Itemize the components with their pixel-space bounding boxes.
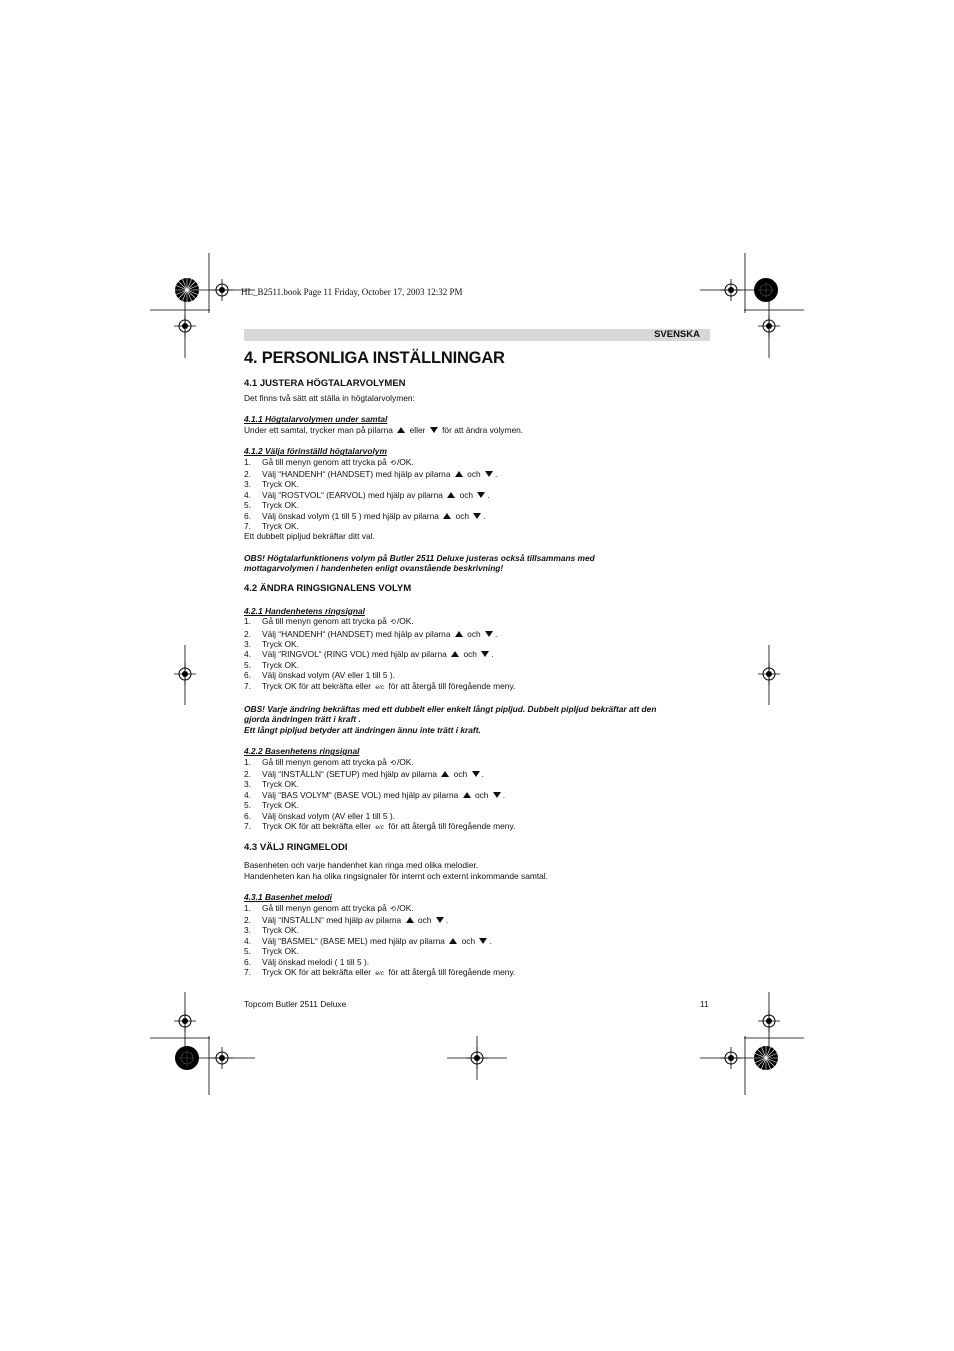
list-item <box>244 790 710 800</box>
text: /OK. <box>396 756 414 767</box>
text: och <box>467 469 481 480</box>
step-number: 3. <box>244 479 251 490</box>
language-bar <box>244 329 710 341</box>
list-item <box>244 660 710 670</box>
text: . <box>481 768 484 779</box>
text: Tryck OK. <box>262 638 299 649</box>
list-item <box>244 469 710 479</box>
arrow-down-icon <box>436 917 444 923</box>
step-number: 6. <box>244 956 251 967</box>
step-number: 5. <box>244 946 251 957</box>
step-number: 3. <box>244 925 251 936</box>
arrow-up-icon <box>451 651 459 657</box>
text: Välj “RINGVOL“ (RING VOL) med hjälp av pilarna <box>262 649 447 660</box>
text: Tryck OK för att bekräfta eller <box>262 967 372 978</box>
step-number: 7. <box>244 521 251 532</box>
text: Välj önskad volym (1 till 5 ) med hjälp av pilarna <box>262 510 439 521</box>
text: Välj “HANDENH“ (HANDSET) med hjälp av pilarna <box>262 469 451 480</box>
esc-key-icon: e/c <box>375 683 385 691</box>
note: gjorda ändringen trätt i kraft . <box>244 714 361 725</box>
arrow-up-icon <box>441 771 449 777</box>
step-number: 2. <box>244 768 251 779</box>
list-item <box>244 915 710 925</box>
arrow-down-icon <box>485 471 493 477</box>
paragraph: Det finns två sätt att ställa in högtalarvolymen: <box>244 393 415 403</box>
text: . <box>495 469 498 480</box>
print-header: HL_B2511.book Page 11 Friday, October 17, 2003 12:32 PM <box>241 287 463 297</box>
text: Gå till menyn genom att trycka på <box>262 756 387 767</box>
step-number: 2. <box>244 628 251 639</box>
text: Tryck OK. <box>262 800 299 811</box>
arrow-up-icon <box>463 792 471 798</box>
step-number: 6. <box>244 670 251 681</box>
menu-key-icon: ⟲ <box>390 619 396 627</box>
text: Välj önskad melodi ( 1 till 5 ). <box>262 956 370 967</box>
step-number: 7. <box>244 680 251 691</box>
list-item <box>244 769 710 779</box>
text: Tryck OK. <box>262 779 299 790</box>
list-item <box>244 500 710 510</box>
step-number: 4. <box>244 649 251 660</box>
list-item <box>244 903 710 915</box>
footer-product-name: Topcom Butler 2511 Deluxe <box>244 999 347 1009</box>
arrow-up-icon <box>455 631 463 637</box>
list-item <box>244 811 710 821</box>
arrow-down-icon <box>479 938 487 944</box>
text: . <box>502 789 506 800</box>
subsection-heading: 4.2.1 Handenhetens ringsignal <box>244 605 366 616</box>
step-number: 7. <box>244 967 251 978</box>
page-number: 11 <box>700 999 709 1009</box>
arrow-up-icon <box>449 938 457 944</box>
esc-key-icon: e/c <box>375 824 385 831</box>
arrow-down-icon <box>477 492 485 498</box>
text: och <box>463 649 477 660</box>
esc-key-icon: e/c <box>375 970 385 978</box>
step-number: 4. <box>244 935 251 946</box>
list-item <box>244 670 710 680</box>
text: /OK. <box>396 616 414 627</box>
step-number: 1. <box>244 756 251 767</box>
subsection-heading: 4.3.1 Basenhet melodi <box>244 892 332 903</box>
step-number: 1. <box>244 456 251 467</box>
steps-list <box>244 903 710 980</box>
text: Välj “BAS VOLYM“ (BASE VOL) med hjälp av pilarna <box>262 789 459 800</box>
list-item <box>244 936 710 946</box>
text: Välj “ROSTVOL“ (EARVOL) med hjälp av pilarna <box>262 489 443 500</box>
text: . <box>491 649 494 660</box>
arrow-up-icon <box>455 471 463 477</box>
subsection-heading: 4.1.2 Välja förinställd högtalarvolym <box>244 446 387 457</box>
step-number: 2. <box>244 915 251 926</box>
text: Tryck OK. <box>262 659 299 670</box>
steps-list <box>244 757 710 834</box>
step-number: 4. <box>244 489 251 500</box>
list-item <box>244 681 710 693</box>
paragraph <box>244 425 710 435</box>
step-number: 6. <box>244 810 251 821</box>
list-item <box>244 457 710 469</box>
page-title: 4. PERSONLIGA INSTÄLLNINGAR <box>244 349 505 367</box>
menu-key-icon: ⟲ <box>390 905 396 913</box>
text: . <box>445 915 449 926</box>
text: för att ändra volymen. <box>442 424 524 435</box>
note: OBS! Varje ändring bekräftas med ett dubbelt eller enkelt långt pipljud. Dubbelt pipljud bekräftar att den <box>244 703 657 714</box>
list-item <box>244 521 710 531</box>
arrow-down-icon <box>430 427 438 433</box>
list-item <box>244 946 710 956</box>
text: Tryck OK. <box>262 925 299 936</box>
text: /OK. <box>396 456 414 467</box>
text: Gå till menyn genom att trycka på <box>262 456 387 467</box>
text: och <box>459 489 474 500</box>
arrow-up-icon <box>447 492 455 498</box>
step-number: 1. <box>244 616 251 627</box>
subsection-heading: 4.1.1 Högtalarvolymen under samtal <box>244 414 388 425</box>
paragraph: Ett dubbelt pipljud bekräftar ditt val. <box>244 531 375 542</box>
step-number: 3. <box>244 779 251 790</box>
list-item <box>244 821 710 833</box>
text: för att återgå till föregående meny. <box>388 821 516 831</box>
section-heading: 4.2 ÄNDRA RINGSIGNALENS VOLYM <box>244 582 412 594</box>
list-item <box>244 616 710 628</box>
subsection-heading: 4.2.2 Basenhetens ringsignal <box>244 746 360 757</box>
text: Tryck OK. <box>262 500 299 511</box>
step-number: 2. <box>244 469 251 480</box>
text: för att återgå till föregående meny. <box>388 967 516 978</box>
text: /OK. <box>396 902 414 913</box>
language-label: SVENSKA <box>654 329 700 340</box>
text: och <box>453 768 468 779</box>
list-item <box>244 957 710 967</box>
text: Tryck OK. <box>262 479 299 490</box>
text: Tryck OK för att bekräfta eller <box>262 821 372 831</box>
list-item <box>244 925 710 935</box>
section-heading: 4.1 JUSTERA HÖGTALARVOLYMEN <box>244 378 406 389</box>
section-heading: 4.3 VÄLJ RINGMELODI <box>244 842 348 854</box>
text: Välj önskad volym (AV eller 1 till 5 ). <box>262 670 395 681</box>
text: Välj önskad volym (AV eller 1 till 5 ). <box>262 810 395 821</box>
menu-key-icon: ⟲ <box>390 759 396 767</box>
arrow-down-icon <box>493 792 501 798</box>
step-number: 7. <box>244 821 251 831</box>
arrow-up-icon <box>443 513 451 519</box>
paragraph: Basenheten och varje handenhet kan ringa med olika melodier. <box>244 860 479 871</box>
text: . <box>487 489 490 500</box>
page-content <box>244 347 710 979</box>
note: mottagarvolymen i handenheten enligt ovanstående beskrivning! <box>244 563 504 574</box>
step-number: 5. <box>244 800 251 811</box>
note: Ett långt pipljud betyder att ändringen ännu inte trätt i kraft. <box>244 724 481 735</box>
text: Välj “BASMEL“ (BASE MEL) med hjälp av pilarna <box>262 935 445 946</box>
arrow-down-icon <box>481 651 489 657</box>
step-number: 4. <box>244 789 251 800</box>
arrow-down-icon <box>473 513 481 519</box>
paragraph: Handenheten kan ha olika ringsignaler för internt och externt inkommande samtal. <box>244 870 548 881</box>
text: och <box>474 789 489 800</box>
menu-key-icon: ⟲ <box>390 459 396 467</box>
text: Välj “INSTÄLLN“ (SETUP) med hjälp av pilarna <box>262 768 438 779</box>
text: Välj “INSTÄLLN“ med hjälp av pilarna <box>262 915 402 926</box>
steps-list <box>244 457 710 532</box>
list-item <box>244 511 710 521</box>
list-item <box>244 649 710 659</box>
text: Tryck OK. <box>262 946 299 957</box>
step-number: 1. <box>244 902 251 913</box>
text: eller <box>409 424 426 435</box>
text: Välj “HANDENH“ (HANDSET) med hjälp av pilarna <box>262 628 451 639</box>
list-item <box>244 779 710 789</box>
list-item <box>244 490 710 500</box>
list-item <box>244 479 710 489</box>
text: Gå till menyn genom att trycka på <box>262 902 387 913</box>
list-item <box>244 629 710 639</box>
step-number: 5. <box>244 659 251 670</box>
steps-list <box>244 616 710 693</box>
arrow-down-icon <box>485 631 493 637</box>
note: OBS! Högtalarfunktionens volym på Butler 2511 Deluxe justeras också tillsammans med <box>244 552 595 563</box>
list-item <box>244 757 710 769</box>
text: . <box>495 628 498 639</box>
text: för att återgå till föregående meny. <box>388 680 516 691</box>
text: och <box>455 510 470 521</box>
text: Under ett samtal, trycker man på pilarna <box>244 424 393 435</box>
step-number: 6. <box>244 510 251 521</box>
arrow-up-icon <box>406 917 414 923</box>
text: Tryck OK. <box>262 521 299 532</box>
step-number: 3. <box>244 638 251 649</box>
text: och <box>461 935 476 946</box>
text: Gå till menyn genom att trycka på <box>262 616 387 627</box>
text: och <box>417 915 432 926</box>
list-item <box>244 967 710 979</box>
step-number: 5. <box>244 500 251 511</box>
arrow-down-icon <box>472 771 480 777</box>
text: och <box>467 628 481 639</box>
list-item <box>244 800 710 810</box>
text: . <box>489 935 492 946</box>
text: Tryck OK för att bekräfta eller <box>262 680 372 691</box>
list-item <box>244 639 710 649</box>
arrow-up-icon <box>397 427 405 433</box>
text: . <box>483 510 486 521</box>
